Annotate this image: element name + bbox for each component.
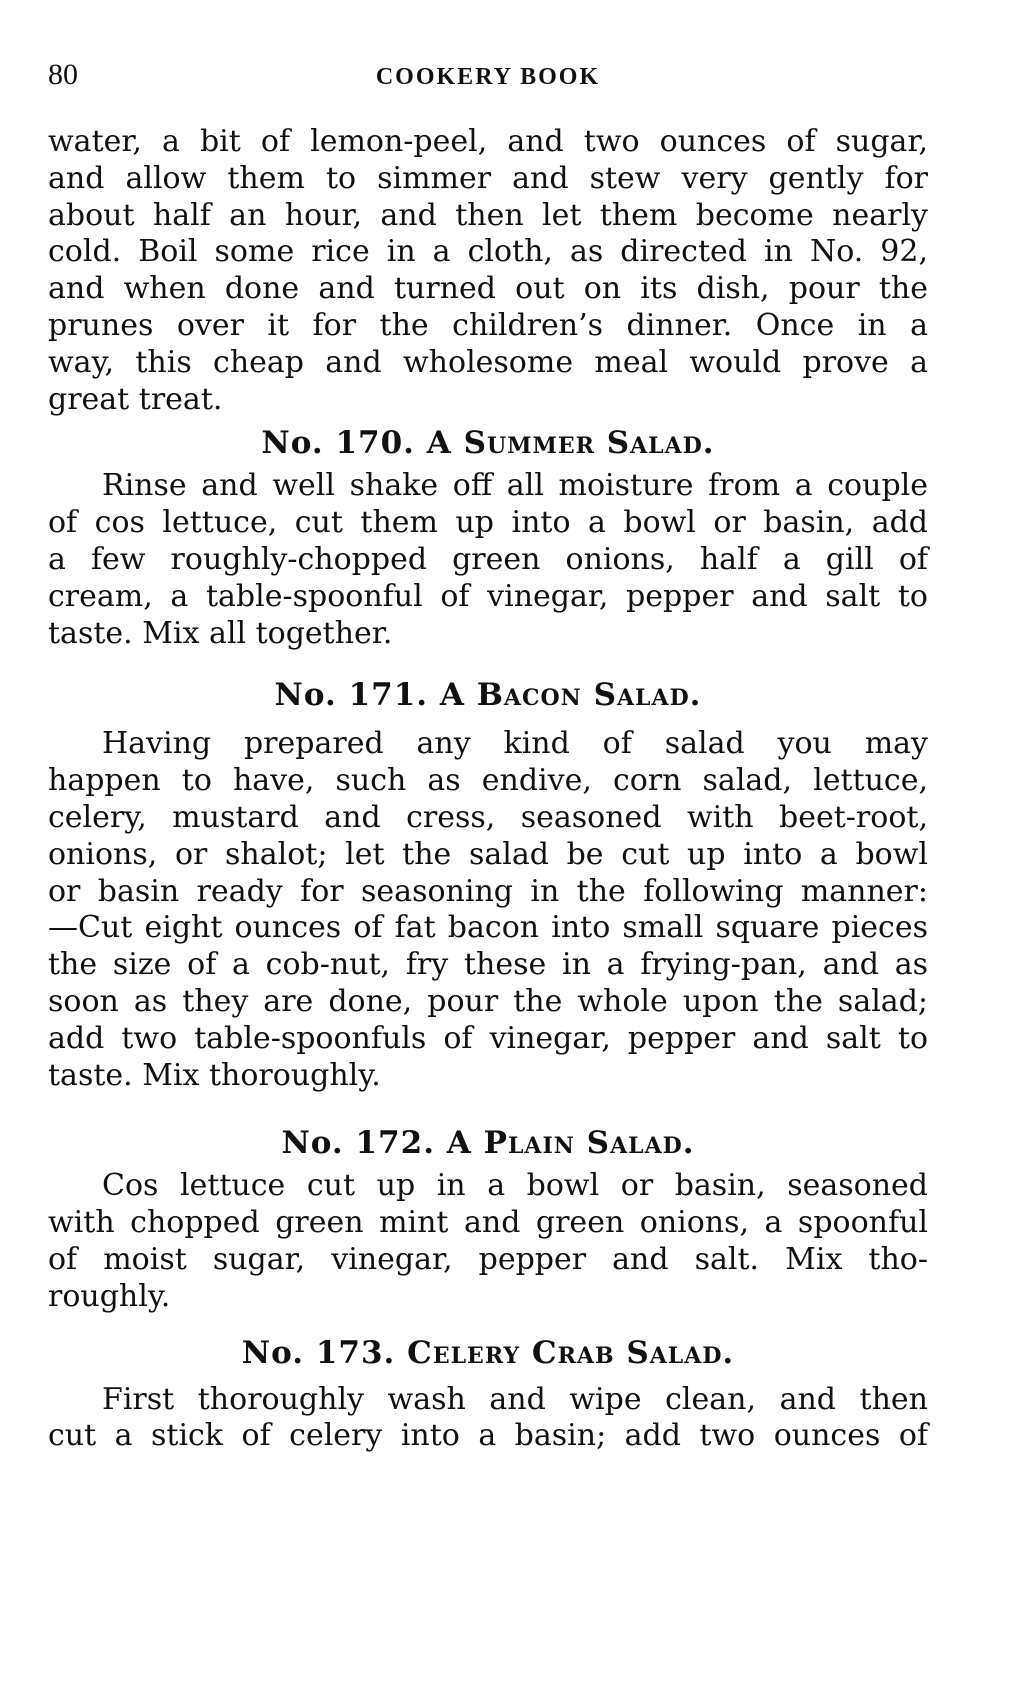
text-line: onions, or shalot; let the salad be cut up into a bowl [48,836,928,872]
text-line: about half an hour, and then let them become nearly [48,197,928,233]
intro-paragraph [48,124,928,418]
recipe-heading [48,676,928,714]
text-line: happen to have, such as endive, corn salad, lettuce, [48,763,928,799]
text-line: First thoroughly wash and wipe clean, and then [102,1381,928,1417]
text-line: and allow them to simmer and stew very gently for [48,160,928,196]
text-line: of cos lettuce, cut them up into a bowl or basin, add [48,505,928,541]
recipe-title: Celery Crab Salad. [407,1334,735,1371]
recipe-heading [48,1334,928,1372]
running-head [48,50,928,110]
recipe-heading [48,1124,928,1162]
text-line: cream, a table-spoonful of vinegar, pepper and salt to [48,578,928,614]
text-line: —Cut eight ounces of fat bacon into small square pieces [48,910,928,946]
recipe-title: A Plain Salad. [446,1125,695,1162]
text-line: with chopped green mint and green onions, a spoonful [48,1205,928,1241]
recipe-paragraph [48,726,928,1094]
recipe-number: No. 173. [241,1334,396,1371]
text-line: a few roughly-chopped green onions, half a gill of [48,541,928,577]
book-page [48,50,928,1455]
recipe-number: No. 172. [281,1125,435,1162]
text-line: taste. Mix thoroughly. [48,1057,381,1093]
text-line: Having prepared any kind of salad you may [102,726,928,762]
text-line: cold. Boil some rice in a cloth, as directed in No. 92, [48,234,928,270]
text-line: taste. Mix all together. [48,615,393,651]
running-title: COOKERY BOOK [375,64,601,90]
text-line: water, a bit of lemon-peel, and two ounces of sugar, [48,124,928,159]
text-line: or basin ready for seasoning in the following manner: [48,873,928,909]
text-line: prunes over it for the children’s dinner. Once in a [48,307,928,343]
text-line: way, this cheap and wholesome meal would prove a [48,344,928,380]
recipe-number: No. 171. [274,677,429,714]
text-line: cut a stick of celery into a basin; add two ounces of [48,1418,928,1454]
text-line: Rinse and well shake off all moisture from a couple [102,468,928,504]
recipe-paragraph [48,468,928,652]
text-line: of moist sugar, vinegar, pepper and salt. Mix tho- [48,1241,928,1277]
recipe-paragraph [48,1168,928,1315]
recipe-heading [48,424,928,462]
text-line: add two table-spoonfuls of vinegar, pepper and salt to [48,1020,928,1056]
text-line: Cos lettuce cut up in a bowl or basin, seasoned [102,1168,928,1204]
recipe-title: A Bacon Salad. [439,677,702,714]
recipe-paragraph [48,1382,928,1456]
page-number: 80 [48,58,78,91]
text-line: roughly. [48,1278,171,1314]
text-line: great treat. [48,381,223,417]
text-line: soon as they are done, pour the whole upon the salad; [48,983,928,1019]
recipe-title: A Summer Salad. [426,425,715,462]
recipe-number: No. 170. [261,425,415,462]
text-line: and when done and turned out on its dish, pour the [48,271,928,307]
text-line: the size of a cob-nut, fry these in a frying-pan, and as [48,947,928,983]
text-line: celery, mustard and cress, seasoned with beet-root, [48,799,928,835]
